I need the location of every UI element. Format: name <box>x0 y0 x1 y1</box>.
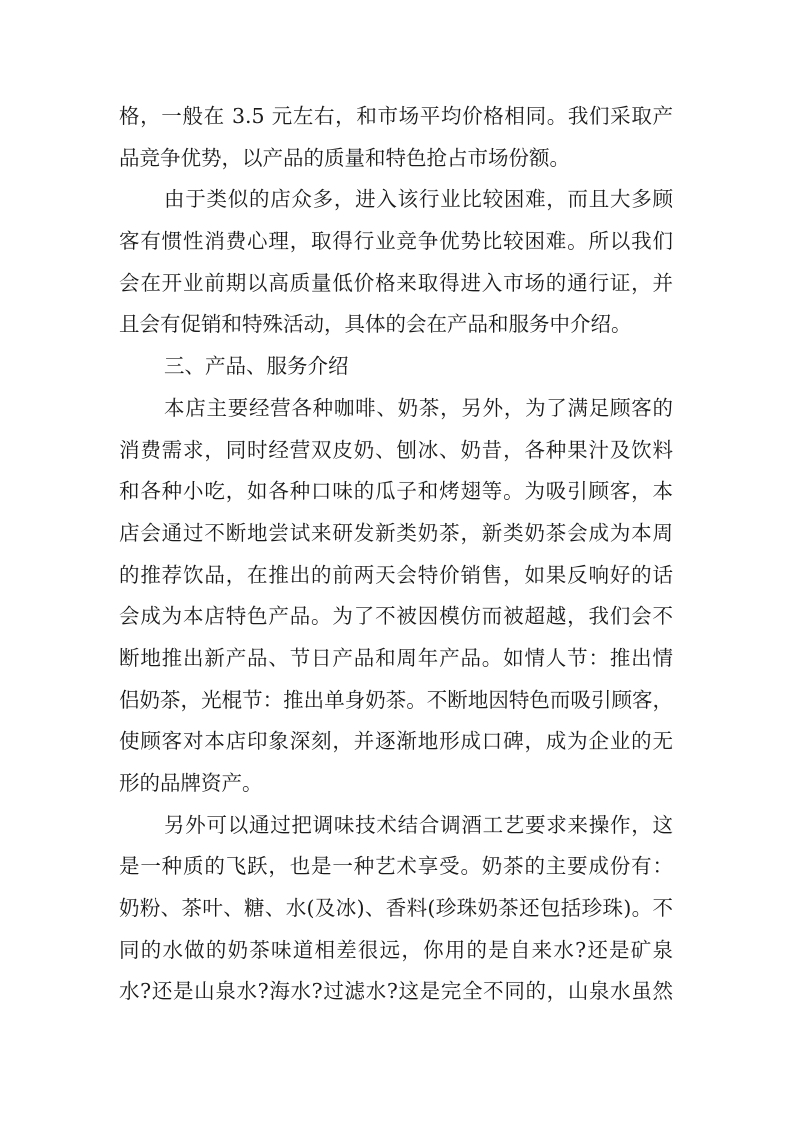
text-line: 同的水做的奶茶味道相差很远，你用的是自来水?还是矿泉 <box>119 937 673 962</box>
text-line: 且会有促销和特殊活动，具体的会在产品和服务中介绍。 <box>119 312 632 337</box>
text-line: 由于类似的店众多，进入该行业比较困难，而且大多顾 <box>164 187 673 212</box>
text-line: 的推荐饮品，在推出的前两天会特价销售，如果反响好的话 <box>119 562 673 587</box>
text-line: 奶粉、茶叶、糖、水(及冰)、香料(珍珠奶茶还包括珍珠)。不 <box>119 896 673 921</box>
text-line: 会在开业前期以高质量低价格来取得进入市场的通行证，并 <box>119 270 673 295</box>
text-line: 三、产品、服务介绍 <box>164 354 349 379</box>
text-line: 店会通过不断地尝试来研发新类奶茶，新类奶茶会成为本周 <box>119 520 673 545</box>
text-line: 使顾客对本店印象深刻，并逐渐地形成口碑，成为企业的无 <box>119 729 673 754</box>
text-line: 断地推出新产品、节日产品和周年产品。如情人节：推出情 <box>119 645 673 670</box>
text-line: 形的品牌资产。 <box>119 771 263 795</box>
text-line: 本店主要经营各种咖啡、奶茶，另外，为了满足顾客的 <box>164 395 673 420</box>
text-line: 另外可以通过把调味技术结合调酒工艺要求来操作，这 <box>164 812 673 837</box>
text-line: 品竞争优势，以产品的质量和特色抢占市场份额。 <box>119 145 570 170</box>
document-body <box>119 96 673 1013</box>
text-line: 客有惯性消费心理，取得行业竞争优势比较困难。所以我们 <box>119 229 673 254</box>
text-line: 消费需求，同时经营双皮奶、刨冰、奶昔，各种果汁及饮料 <box>119 437 673 462</box>
text-line: 水?还是山泉水?海水?过滤水?这是完全不同的，山泉水虽然 <box>119 979 673 1004</box>
text-line: 是一种质的飞跃，也是一种艺术享受。奶茶的主要成份有： <box>119 854 673 879</box>
text-line: 会成为本店特色产品。为了不被因模仿而被超越，我们会不 <box>119 604 673 629</box>
text-line: 和各种小吃，如各种口味的瓜子和烤翅等。为吸引顾客，本 <box>119 479 673 504</box>
text-line: 侣奶茶，光棍节：推出单身奶茶。不断地因特色而吸引顾客， <box>119 687 673 712</box>
text-line: 格，一般在 3.5 元左右，和市场平均价格相同。我们采取产 <box>119 104 673 128</box>
